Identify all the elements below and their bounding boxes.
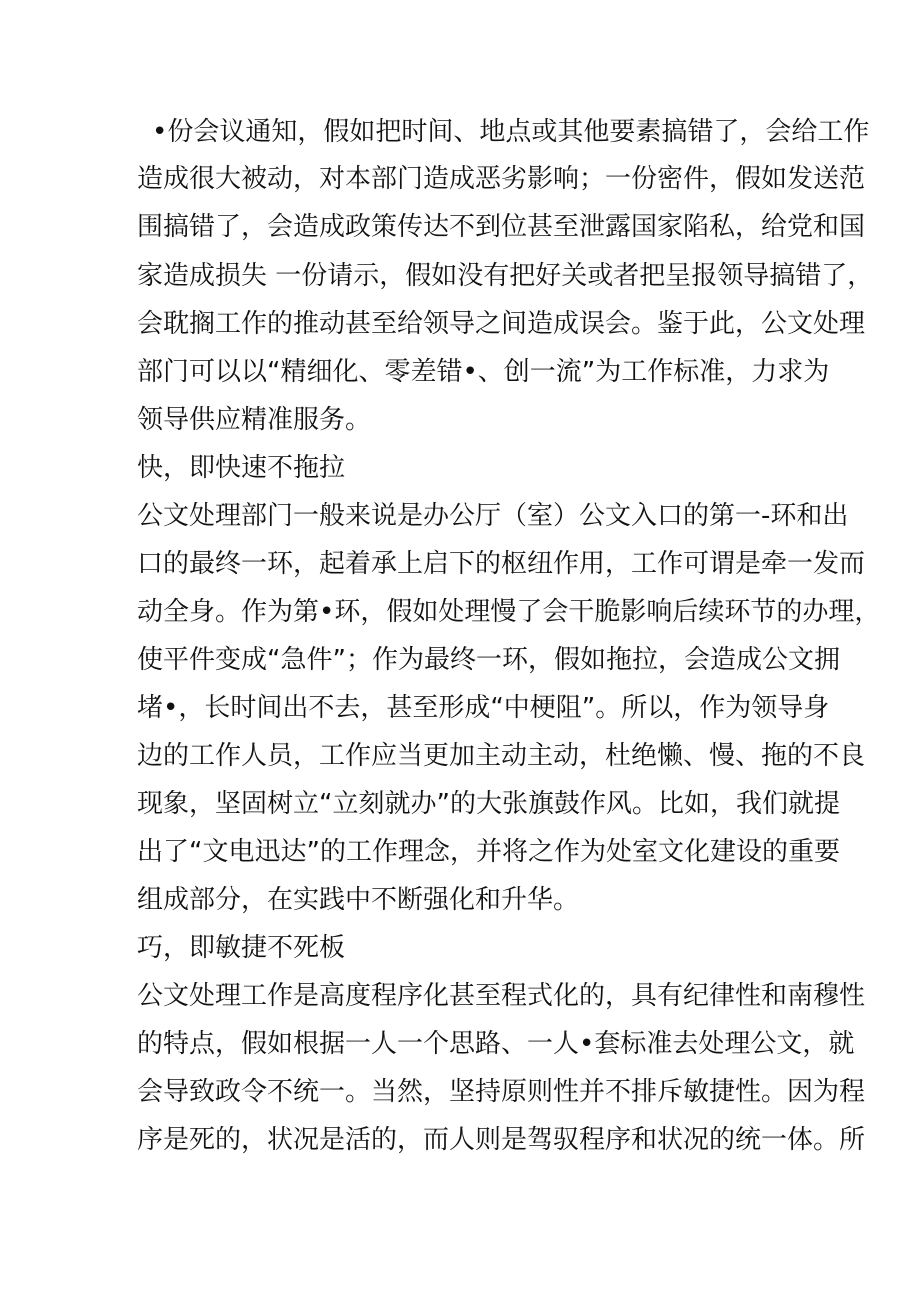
section-heading: 快，即快速不拖拉 [137, 453, 346, 483]
text-line: 围搞错了，会造成政策传达不到位甚至泄露国家陷私，给党和国 [137, 212, 866, 242]
text-line: 使平件变成“急件”；作为最终一环，假如拖拉，会造成公文拥 [137, 645, 840, 675]
text-line: 现象，坚固树立“立刻就办”的大张旗鼓作风。比如，我们就提 [137, 789, 840, 819]
text-line: 造成很大被动，对本部门造成恶劣影响；一份密件，假如发送范 [137, 164, 866, 194]
text-line: 序是死的，状况是活的，而人则是驾驭程序和状况的统一体。所 [137, 1125, 866, 1155]
text-line: 组成部分，在实践中不断强化和升华。 [137, 885, 580, 915]
text-line: 公文处理部门一般来说是办公厅（室）公文入口的第一-环和出 [137, 501, 849, 531]
text-line: 家造成损失 一份请示，假如没有把好关或者把呈报领导搞错了， [137, 261, 874, 291]
text-line: 堵•，长时间出不去，甚至形成“中梗阻”。所以，作为领导身 [137, 693, 830, 723]
text-line: 部门可以以“精细化、零差错•、创一流”为工作标准，力求为 [137, 357, 830, 387]
text-line: 公文处理工作是高度程序化甚至程式化的，具有纪律性和南穆性 [137, 981, 866, 1011]
text-line: •份会议通知，假如把时间、地点或其他要素搞错了，会给工作 [152, 117, 870, 147]
text-line: 领导供应精准服务。 [137, 405, 372, 435]
text-line: 的特点，假如根据一人一个思路、一人•套标准去处理公文，就 [137, 1029, 855, 1059]
section-heading: 巧，即敏捷不死板 [137, 933, 346, 963]
text-line: 会耽搁工作的推动甚至给领导之间造成误会。鉴于此，公文处理 [137, 309, 866, 339]
text-line: 动全身。作为第•环，假如处理慢了会干脆影响后续环节的办理， [137, 597, 881, 627]
text-line: 口的最终一环，起着承上启下的枢纽作用，工作可谓是牵一发而 [137, 549, 866, 579]
text-line: 出了“文电迅达”的工作理念，并将之作为处室文化建设的重要 [137, 837, 840, 867]
text-line: 边的工作人员，工作应当更加主动主动，杜绝懒、慢、拖的不良 [137, 741, 866, 771]
text-line: 会导致政令不统一。当然，坚持原则性并不排斥敏捷性。因为程 [137, 1077, 866, 1107]
